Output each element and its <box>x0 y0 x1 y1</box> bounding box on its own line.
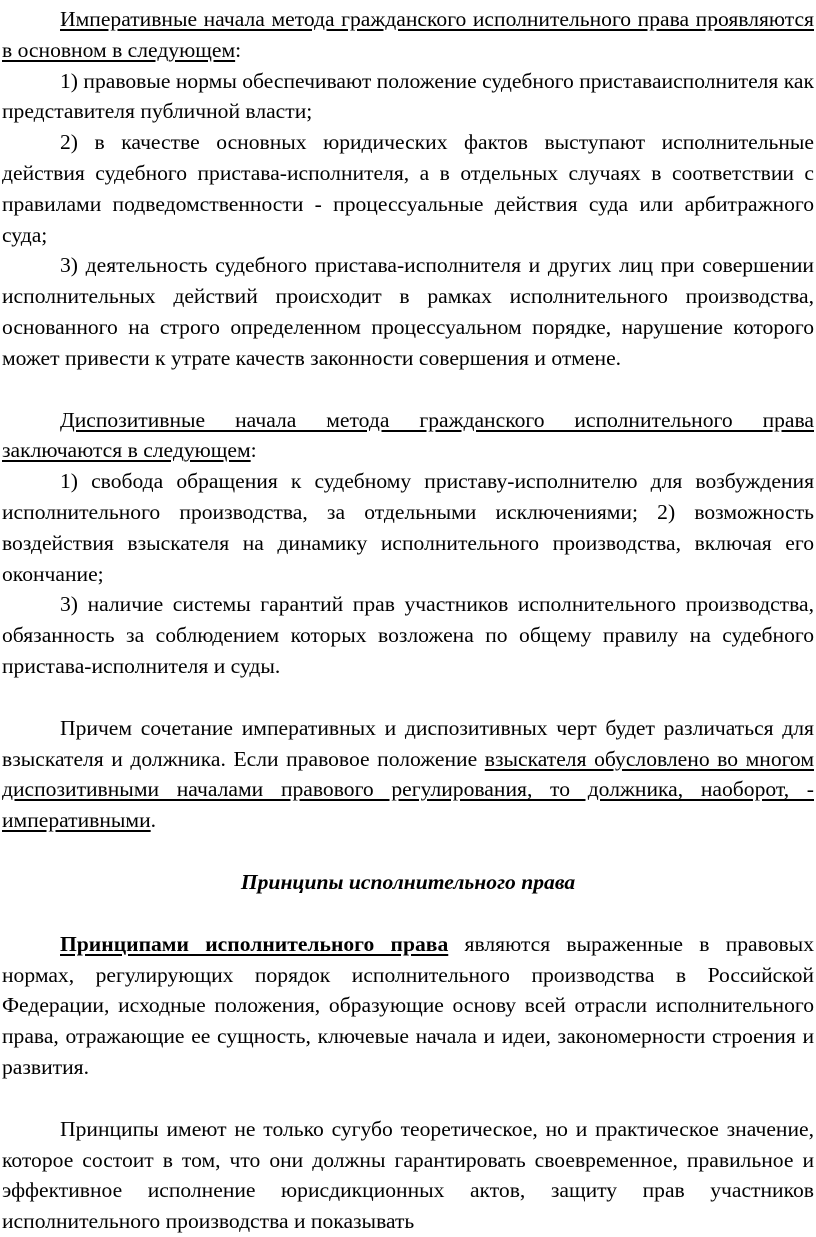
spacer <box>2 836 814 867</box>
combination-text: Причем сочетание императивных и диспозитивных черт будет различаться для взыскателя и должника. Если правовое положение <box>2 715 814 771</box>
dispositive-intro-colon: : <box>250 438 257 463</box>
principles-value: Принципы имеют не только сугубо теоретическое, но и практическое значение, которое состоит в том, что они должны гарантировать своевременное, правильное и эффективное исполнение юрисдикционных актов, защиту прав участников исполнительного производства и показывать <box>2 1116 814 1234</box>
spacer <box>2 1083 814 1114</box>
imperative-item-1: 1) правовые нормы обеспечивают положение судебного приставаисполнителя как представителя публичной власти; <box>2 68 814 124</box>
spacer <box>2 682 814 713</box>
combination-underlined: взыскателя обусловлено во многом диспозитивными началами правового регулирования, то должника, наоборот, - императивными <box>2 746 814 833</box>
imperative-item-3: 3) деятельность судебного пристава-исполнителя и других лиц при совершении исполнительных действий происходит в рамках исполнительного производства, основанного на строго определенном процессуальном порядке, нарушение которого может привести к утрате качеств законности совершения и отмене. <box>2 253 814 370</box>
principles-definition <box>2 929 814 1083</box>
dispositive-item-3: 3) наличие системы гарантий прав участников исполнительного производства, обязанность за соблюдением которых возложена по общему правилу на судебного пристава-исполнителя и суды. <box>2 592 814 678</box>
dispositive-intro-underlined: Диспозитивные начала метода гражданского исполнительного права заключаются в следующем <box>2 407 814 463</box>
combination-paragraph <box>2 713 814 836</box>
spacer <box>2 374 814 405</box>
imperative-intro-colon: : <box>235 37 242 62</box>
principles-definition-text: являются выраженные в правовых нормах, регулирующих порядок исполнительного производства в Российской Федерации, исходные положения, образующие основу всей отрасли исполнительного права, отражающие ее сущность, ключевые начала и идеи, закономерности строения и развития. <box>2 931 814 1079</box>
combination-end: . <box>150 808 157 833</box>
imperative-intro-underlined: Императивные начала метода гражданского исполнительного права проявляются в основном в следующем <box>2 7 814 62</box>
dispositive-intro <box>2 405 814 467</box>
principles-term: Принципами исполнительного права <box>60 931 449 956</box>
imperative-item-2: 2) в качестве основных юридических фактов выступают исполнительные действия судебного пристава-исполнителя, а в отдельных случаях в соответствии с правилами подведомственности - процессуальные действия суда или арбитражного суда; <box>2 130 814 247</box>
section-heading: Принципы исполнительного права <box>240 869 576 894</box>
dispositive-item-1-2: 1) свобода обращения к судебному приставу-исполнителю для возбуждения исполнительного производства, за отдельными исключениями; 2) возможность воздействия взыскателя на динамику исполнительного производства, включая его окончание; <box>2 469 814 586</box>
spacer <box>2 898 814 929</box>
imperative-intro <box>2 4 814 66</box>
